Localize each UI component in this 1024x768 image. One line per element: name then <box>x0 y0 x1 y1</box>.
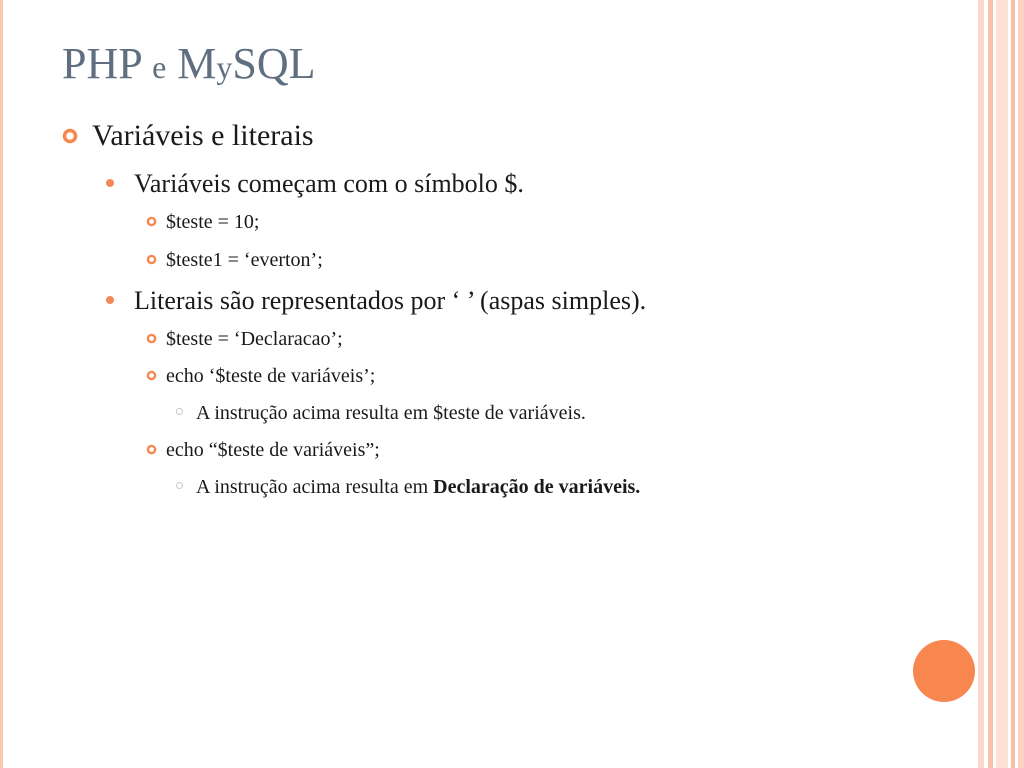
title-connector: e <box>152 49 167 85</box>
list-item-text: $teste1 = ‘everton’; <box>166 249 323 271</box>
stripe-3 <box>996 0 1008 768</box>
title-brand-y: y <box>216 49 233 85</box>
small-ring-bullet-icon <box>146 444 157 455</box>
hollow-dot-bullet-icon <box>176 482 183 489</box>
small-ring-bullet-icon <box>146 333 157 344</box>
list-item-text: echo ‘$teste de variáveis’; <box>166 365 376 387</box>
dot-bullet-icon <box>106 179 114 187</box>
title-php: PHP <box>62 39 142 88</box>
list-item-text: $teste = ‘Declaracao’; <box>166 328 343 350</box>
list-item-text: echo “$teste de variáveis”; <box>166 439 380 461</box>
small-ring-bullet-icon <box>146 216 157 227</box>
small-ring-bullet-icon <box>146 370 157 381</box>
stripe-1 <box>978 0 984 768</box>
bullet-variables-text: Variáveis começam com o símbolo $. <box>134 169 524 198</box>
note-prefix: A instrução acima resulta em <box>196 476 429 498</box>
bullet-heading-text: Variáveis e literais <box>92 119 314 152</box>
note-bold: Declaração de variáveis. <box>433 476 641 498</box>
dot-bullet-icon <box>106 296 114 304</box>
right-border-stripes <box>978 0 1024 768</box>
slide-title <box>62 38 316 93</box>
title-brand-sql: SQL <box>232 39 316 88</box>
list-item-text: $teste = 10; <box>166 211 260 233</box>
note-text: A instrução acima resulta em $teste de variáveis. <box>196 402 586 424</box>
small-ring-bullet-icon <box>146 254 157 265</box>
bullet-literals-text: Literais são representados por ‘ ’ (aspas simples). <box>134 286 647 315</box>
ring-bullet-icon <box>62 128 78 144</box>
hollow-dot-bullet-icon <box>176 408 183 415</box>
stripe-5 <box>1018 0 1024 768</box>
stripe-4 <box>1011 0 1015 768</box>
title-brand-m: M <box>177 39 217 88</box>
decorative-circle <box>913 640 975 702</box>
left-border-stripe <box>0 0 3 768</box>
note-text <box>196 474 640 500</box>
stripe-2 <box>988 0 993 768</box>
